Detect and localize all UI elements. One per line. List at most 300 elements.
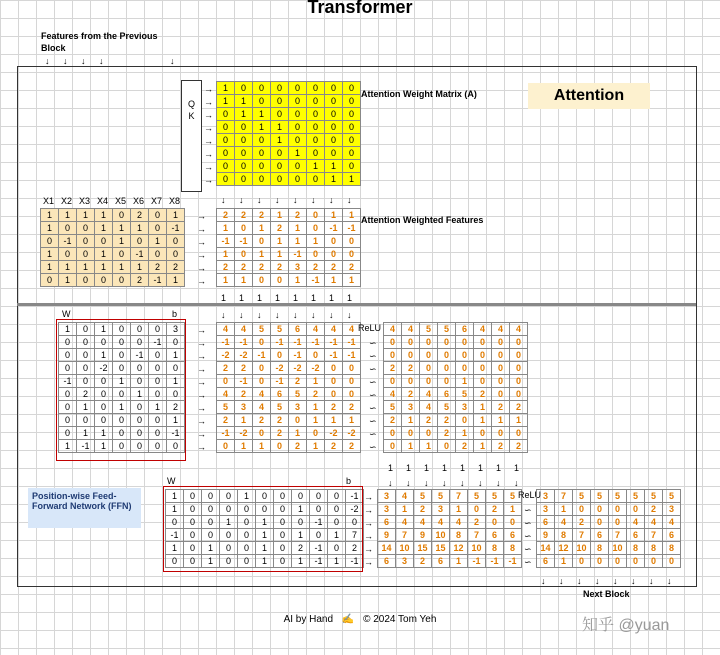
attention-output-cell: 2 — [235, 209, 253, 222]
w1-matrix-cell: 1 — [167, 349, 185, 362]
attention-matrix-cell: 0 — [235, 160, 253, 173]
relu1-matrix-cell: 4 — [402, 323, 420, 336]
w2-matrix-cell: 1 — [238, 490, 256, 503]
h1-matrix-cell: 2 — [253, 414, 271, 427]
attention-output-cell: 2 — [217, 209, 235, 222]
relu1-matrix-cell: 3 — [456, 401, 474, 414]
h2-matrix-cell: 4 — [414, 516, 432, 529]
h2-matrix-cell: 1 — [450, 503, 468, 516]
h1-matrix-cell: 1 — [307, 401, 325, 414]
input-features-cell: 0 — [95, 274, 113, 287]
w1-matrix-cell: 1 — [77, 401, 95, 414]
relu2-matrix-cell: 5 — [591, 490, 609, 503]
w1-matrix-cell: 0 — [113, 336, 131, 349]
relu2-matrix-cell: 6 — [537, 555, 555, 568]
w1-matrix-cell: 0 — [149, 414, 167, 427]
relu1-matrix-cell: 0 — [510, 427, 528, 440]
relu1-matrix-cell: 0 — [384, 440, 402, 453]
attention-matrix-cell: 0 — [271, 108, 289, 121]
input-features-cell: 1 — [41, 209, 59, 222]
h1-matrix-cell: -2 — [217, 349, 235, 362]
h1-matrix-cell: 2 — [307, 388, 325, 401]
relu1-matrix-cell: 1 — [456, 427, 474, 440]
relu1-matrix-cell: 4 — [510, 323, 528, 336]
relu1-matrix-cell: 0 — [402, 375, 420, 388]
w2-matrix-cell: 0 — [256, 490, 274, 503]
down-arrow-icon: ↓ — [221, 195, 226, 205]
h1-matrix-cell: 0 — [289, 414, 307, 427]
input-features-cell: 1 — [131, 261, 149, 274]
w2-matrix-cell: 0 — [184, 490, 202, 503]
attention-matrix-cell: 0 — [343, 147, 361, 160]
attention-matrix-cell: 1 — [271, 134, 289, 147]
attention-matrix-cell: 0 — [253, 173, 271, 186]
w2-matrix-cell: 1 — [292, 529, 310, 542]
attention-output-cell: 1 — [235, 274, 253, 287]
attention-matrix-cell: 1 — [217, 82, 235, 95]
right-arrow-icon: → — [364, 518, 373, 528]
relu2-matrix-cell: 6 — [627, 529, 645, 542]
relu2-matrix-cell: 6 — [591, 529, 609, 542]
prev-features-label: Features from the Previous Block — [41, 31, 158, 53]
bias-one: 1 — [424, 463, 430, 473]
w1-matrix-cell: 0 — [113, 440, 131, 453]
input-features-cell: 1 — [41, 222, 59, 235]
right-arrow-icon: → — [197, 377, 206, 387]
h2-matrix-cell: -1 — [468, 555, 486, 568]
relu1-matrix — [383, 322, 528, 453]
relu2-matrix-cell: 5 — [663, 490, 681, 503]
w2-matrix-cell: 1 — [256, 516, 274, 529]
attention-matrix-cell: 0 — [343, 160, 361, 173]
input-features-cell: 1 — [95, 261, 113, 274]
down-arrow-icon: ↓ — [667, 576, 672, 586]
h2-matrix-cell: 3 — [432, 503, 450, 516]
h1-matrix-cell: -1 — [235, 375, 253, 388]
right-arrow-icon: → — [204, 97, 213, 107]
attention-output-cell: -1 — [343, 222, 361, 235]
h1-matrix-cell: 2 — [289, 440, 307, 453]
x-header: X6 — [133, 196, 145, 206]
w2-matrix-cell: 0 — [184, 529, 202, 542]
k-label: K — [188, 111, 195, 121]
relu1-matrix-cell: 0 — [492, 388, 510, 401]
down-arrow-icon: ↓ — [275, 195, 280, 205]
h2-matrix-cell: 10 — [432, 529, 450, 542]
h2-matrix-cell: 2 — [414, 555, 432, 568]
w1-matrix-cell: -1 — [77, 440, 95, 453]
squiggle-icon: ∽ — [369, 403, 377, 413]
h1-matrix-cell: 4 — [217, 323, 235, 336]
right-arrow-icon: → — [204, 136, 213, 146]
w2-matrix-cell: 0 — [328, 516, 346, 529]
w2-matrix-cell: 0 — [238, 542, 256, 555]
h1-matrix-cell: 1 — [307, 440, 325, 453]
attention-output-cell: 1 — [307, 235, 325, 248]
w2-matrix-cell: 0 — [220, 542, 238, 555]
w2-matrix-cell: 0 — [184, 555, 202, 568]
w2-matrix-cell: 0 — [274, 516, 292, 529]
attention-output-cell: 0 — [235, 248, 253, 261]
relu1-matrix-cell: 0 — [510, 362, 528, 375]
attention-output-cell: 2 — [253, 209, 271, 222]
page-title: Transformer — [307, 0, 413, 17]
relu1-matrix-cell: 2 — [402, 362, 420, 375]
squiggle-icon: ∽ — [524, 531, 532, 541]
attention-output-cell: -1 — [325, 222, 343, 235]
h1-matrix-cell: -1 — [325, 336, 343, 349]
h2-matrix-cell: 9 — [378, 529, 396, 542]
h2-matrix-cell: 12 — [450, 542, 468, 555]
attention-matrix-cell: 0 — [343, 134, 361, 147]
h1-matrix-cell: 1 — [307, 414, 325, 427]
down-arrow-icon: ↓ — [170, 56, 175, 66]
relu1-matrix-cell: 0 — [384, 336, 402, 349]
b-label: b — [172, 309, 178, 319]
w1-matrix-cell: -1 — [149, 336, 167, 349]
w2-matrix-cell: 0 — [310, 503, 328, 516]
relu2-matrix-cell: 8 — [663, 542, 681, 555]
w1-matrix-cell: 1 — [95, 440, 113, 453]
attention-matrix — [216, 81, 361, 186]
right-arrow-icon: → — [204, 84, 213, 94]
w1-matrix-cell: 0 — [95, 401, 113, 414]
attention-matrix-cell: 0 — [235, 121, 253, 134]
w2-matrix-cell: 0 — [328, 490, 346, 503]
relu1-matrix-cell: 2 — [474, 388, 492, 401]
relu1-matrix-cell: 2 — [510, 440, 528, 453]
w2-matrix-cell: 0 — [202, 529, 220, 542]
attention-output-cell: 0 — [307, 209, 325, 222]
attention-matrix-cell: 1 — [343, 173, 361, 186]
bias-one: 1 — [347, 293, 353, 303]
h1-matrix-cell: 0 — [253, 336, 271, 349]
down-arrow-icon: ↓ — [424, 478, 429, 488]
w1-matrix-cell: 0 — [131, 440, 149, 453]
attention-matrix-cell: 0 — [253, 160, 271, 173]
h2-matrix-cell: 1 — [450, 555, 468, 568]
h2-matrix-cell: 10 — [468, 542, 486, 555]
right-arrow-icon: → — [364, 557, 373, 567]
attention-badge: Attention — [528, 83, 650, 109]
h1-matrix-cell: 1 — [307, 375, 325, 388]
squiggle-icon: ∽ — [369, 429, 377, 439]
w1-matrix-cell: 0 — [113, 427, 131, 440]
w2-matrix-cell: 0 — [220, 529, 238, 542]
w1-matrix-cell: 0 — [95, 388, 113, 401]
h1-matrix-cell: 5 — [217, 401, 235, 414]
w1-matrix-cell: 0 — [59, 414, 77, 427]
right-arrow-icon: → — [364, 531, 373, 541]
h2-matrix-cell: 6 — [378, 516, 396, 529]
w2-matrix-cell: 1 — [292, 555, 310, 568]
h2-matrix-cell: 9 — [414, 529, 432, 542]
right-arrow-icon: → — [197, 224, 206, 234]
h1-matrix-cell: 0 — [253, 375, 271, 388]
h1-matrix-cell: 0 — [253, 362, 271, 375]
footer-left: AI by Hand — [283, 614, 334, 625]
h1-matrix-cell: 4 — [253, 388, 271, 401]
attention-matrix-cell: 1 — [289, 147, 307, 160]
h1-matrix-cell: 2 — [325, 401, 343, 414]
attention-output-cell: 2 — [271, 222, 289, 235]
h1-matrix-cell: 2 — [271, 414, 289, 427]
attention-output-cell: 1 — [271, 235, 289, 248]
relu1-matrix-cell: 1 — [402, 414, 420, 427]
relu1-matrix-cell: 0 — [420, 375, 438, 388]
bias-one: 1 — [496, 463, 502, 473]
h1-matrix-cell: 0 — [307, 349, 325, 362]
relu2-matrix-cell: 4 — [645, 516, 663, 529]
input-features-cell: 1 — [113, 235, 131, 248]
w1-matrix-cell: 0 — [77, 349, 95, 362]
signature-icon: ✍ — [341, 614, 355, 625]
w2-matrix-cell: 0 — [220, 503, 238, 516]
h1-matrix-cell: 3 — [235, 401, 253, 414]
down-arrow-icon: ↓ — [559, 576, 564, 586]
relu1-matrix-cell: 4 — [384, 388, 402, 401]
relu1-matrix-cell: 0 — [474, 349, 492, 362]
w2-matrix-cell: 1 — [166, 542, 184, 555]
relu1-matrix-cell: 1 — [474, 414, 492, 427]
relu2-matrix-cell: 0 — [663, 555, 681, 568]
relu2-matrix-cell: 6 — [663, 529, 681, 542]
right-arrow-icon: → — [204, 110, 213, 120]
w2-matrix-cell: -1 — [310, 542, 328, 555]
bias-one: 1 — [239, 293, 245, 303]
h1-matrix-cell: -1 — [271, 375, 289, 388]
relu1-matrix-cell: 0 — [438, 362, 456, 375]
relu1-matrix-cell: 5 — [438, 323, 456, 336]
attention-output-cell: 3 — [289, 261, 307, 274]
w2-matrix-cell: 0 — [274, 490, 292, 503]
relu1-matrix-cell: 0 — [474, 427, 492, 440]
input-features-cell: 1 — [95, 248, 113, 261]
w2-matrix-cell: 0 — [238, 503, 256, 516]
h1-matrix-cell: 6 — [271, 388, 289, 401]
relu2-matrix-cell: 4 — [627, 516, 645, 529]
input-features-cell: 1 — [41, 248, 59, 261]
attention-matrix-cell: 0 — [325, 121, 343, 134]
relu1-matrix-cell: 0 — [420, 349, 438, 362]
attention-matrix-cell: 0 — [307, 82, 325, 95]
w1-matrix-cell: 0 — [149, 362, 167, 375]
w1-matrix-cell: 1 — [95, 427, 113, 440]
attention-output-cell: 0 — [235, 222, 253, 235]
attention-matrix-cell: 0 — [343, 95, 361, 108]
attention-output-cell: 2 — [325, 261, 343, 274]
relu2-matrix-cell: 10 — [609, 542, 627, 555]
h1-matrix-cell: -2 — [307, 362, 325, 375]
w1-matrix-cell: -1 — [59, 375, 77, 388]
relu2-matrix-cell: 0 — [609, 516, 627, 529]
attention-matrix-cell: 0 — [235, 134, 253, 147]
input-features-cell: 2 — [131, 209, 149, 222]
down-arrow-icon: ↓ — [239, 195, 244, 205]
w1-matrix-cell: 0 — [113, 323, 131, 336]
relu1-matrix-cell: 1 — [474, 440, 492, 453]
attention-output-cell: 2 — [307, 261, 325, 274]
down-arrow-icon: ↓ — [514, 478, 519, 488]
w1-matrix-cell: 0 — [77, 336, 95, 349]
h2-matrix-cell: 3 — [378, 503, 396, 516]
down-arrow-icon: ↓ — [347, 310, 352, 320]
attention-matrix-cell: 0 — [289, 134, 307, 147]
h1-matrix-cell: 1 — [325, 414, 343, 427]
right-arrow-icon: → — [197, 351, 206, 361]
h1-matrix-cell: 0 — [271, 349, 289, 362]
relu2-matrix-cell: 0 — [573, 555, 591, 568]
attention-output-cell: 2 — [253, 261, 271, 274]
relu1-matrix-cell: 6 — [438, 388, 456, 401]
x-header: X2 — [61, 196, 73, 206]
b-label: b — [346, 476, 352, 486]
relu2-matrix-cell: 7 — [555, 490, 573, 503]
relu1-matrix-cell: 6 — [456, 323, 474, 336]
attention-weight-label: Attention Weight Matrix (A) — [361, 89, 477, 99]
relu-label: ReLU — [358, 323, 382, 333]
attention-matrix-cell: 0 — [253, 82, 271, 95]
input-features-cell: 0 — [77, 222, 95, 235]
attention-matrix-cell: 0 — [217, 108, 235, 121]
relu2-matrix-cell: 5 — [609, 490, 627, 503]
right-arrow-icon: → — [364, 544, 373, 554]
attention-output-cell: 1 — [289, 274, 307, 287]
relu1-matrix-cell: 0 — [474, 336, 492, 349]
relu2-matrix-cell: 5 — [573, 490, 591, 503]
right-arrow-icon: → — [197, 237, 206, 247]
relu1-matrix-cell: 0 — [510, 336, 528, 349]
w2-matrix-cell: 1 — [256, 529, 274, 542]
relu2-matrix-cell: 1 — [555, 503, 573, 516]
h2-matrix-cell: 14 — [378, 542, 396, 555]
relu1-matrix-cell: 0 — [402, 427, 420, 440]
attention-matrix-cell: 0 — [271, 82, 289, 95]
h2-matrix-cell: 5 — [486, 490, 504, 503]
relu1-matrix-cell: 0 — [420, 362, 438, 375]
relu2-matrix-cell: 10 — [573, 542, 591, 555]
w1-matrix-cell: 2 — [167, 401, 185, 414]
attention-output-cell: -1 — [217, 235, 235, 248]
w1-matrix-cell: 0 — [167, 388, 185, 401]
h2-matrix-cell: 5 — [504, 490, 522, 503]
down-arrow-icon: ↓ — [347, 195, 352, 205]
right-arrow-icon: → — [197, 325, 206, 335]
relu1-matrix-cell: 5 — [438, 401, 456, 414]
input-features-cell: 0 — [59, 222, 77, 235]
w1-matrix-cell: 0 — [113, 388, 131, 401]
h2-matrix-cell: 6 — [432, 555, 450, 568]
attention-matrix-cell: 0 — [271, 95, 289, 108]
attention-output-cell: 1 — [289, 235, 307, 248]
relu2-matrix-cell: 4 — [555, 516, 573, 529]
relu1-matrix-cell: 2 — [438, 414, 456, 427]
w2-matrix-cell: 0 — [202, 516, 220, 529]
attention-output-cell: 1 — [217, 248, 235, 261]
relu1-matrix-cell: 0 — [402, 336, 420, 349]
w1-matrix-cell: 1 — [95, 349, 113, 362]
w2-matrix-cell: 0 — [220, 490, 238, 503]
relu1-matrix-cell: 1 — [456, 375, 474, 388]
relu1-matrix-cell: 0 — [510, 375, 528, 388]
down-arrow-icon: ↓ — [406, 478, 411, 488]
qk-box — [181, 80, 202, 192]
attention-output-cell: 1 — [325, 209, 343, 222]
h2-matrix-cell: 15 — [432, 542, 450, 555]
attention-matrix-cell: 0 — [271, 160, 289, 173]
w1-matrix-cell: 0 — [131, 336, 149, 349]
h2-matrix-cell: 1 — [504, 503, 522, 516]
relu2-matrix-cell: 12 — [555, 542, 573, 555]
attention-output-cell: 0 — [325, 235, 343, 248]
input-features-cell: 0 — [77, 248, 95, 261]
h1-matrix — [216, 322, 361, 453]
w1-matrix-cell: 0 — [113, 362, 131, 375]
relu1-matrix-cell: 5 — [456, 388, 474, 401]
w1-matrix-cell: -1 — [167, 427, 185, 440]
w1-matrix-cell: 0 — [59, 336, 77, 349]
attention-matrix-cell: 0 — [307, 108, 325, 121]
down-arrow-icon: ↓ — [496, 478, 501, 488]
w1-matrix-cell: 0 — [167, 440, 185, 453]
w2-matrix-cell: 0 — [166, 555, 184, 568]
w1-matrix-cell: 0 — [131, 414, 149, 427]
relu1-matrix-cell: 0 — [456, 414, 474, 427]
w1-matrix-cell: 0 — [149, 427, 167, 440]
attention-output-cell: 1 — [343, 274, 361, 287]
relu1-matrix-cell: 2 — [492, 440, 510, 453]
w1-matrix-cell: 0 — [167, 336, 185, 349]
input-features-cell: 1 — [77, 209, 95, 222]
w2-matrix-cell: 1 — [256, 555, 274, 568]
h2-matrix-cell: 7 — [396, 529, 414, 542]
input-features-cell: -1 — [59, 235, 77, 248]
attention-output-cell: 1 — [325, 274, 343, 287]
right-arrow-icon: → — [197, 263, 206, 273]
relu2-matrix-cell: 6 — [537, 516, 555, 529]
w1-matrix-cell: 0 — [149, 440, 167, 453]
w1-matrix-cell: 0 — [131, 427, 149, 440]
h2-matrix-cell: 6 — [378, 555, 396, 568]
input-features-cell: 0 — [149, 209, 167, 222]
h1-matrix-cell: -1 — [235, 336, 253, 349]
w1-matrix-cell: 0 — [59, 362, 77, 375]
w2-matrix-cell: 0 — [292, 490, 310, 503]
down-arrow-icon: ↓ — [649, 576, 654, 586]
attention-matrix-cell: 0 — [325, 82, 343, 95]
h2-matrix-cell: 0 — [504, 516, 522, 529]
input-features-cell: 2 — [149, 261, 167, 274]
down-arrow-icon: ↓ — [311, 310, 316, 320]
w1-matrix-cell: 1 — [167, 375, 185, 388]
relu2-matrix-cell: 0 — [627, 503, 645, 516]
relu1-matrix-cell: 0 — [492, 349, 510, 362]
relu2-matrix-cell: 2 — [573, 516, 591, 529]
attention-matrix-cell: 0 — [289, 173, 307, 186]
attention-output-cell: -1 — [289, 248, 307, 261]
w2-matrix-cell: 1 — [220, 516, 238, 529]
watermark: 知乎 @yuan — [582, 617, 670, 634]
right-arrow-icon: → — [197, 416, 206, 426]
w2-matrix-cell: 1 — [292, 503, 310, 516]
attention-matrix-cell: 0 — [289, 121, 307, 134]
attention-matrix-cell: 0 — [325, 134, 343, 147]
h2-matrix-cell: 10 — [396, 542, 414, 555]
w1-matrix-cell: 0 — [95, 336, 113, 349]
relu1-matrix-cell: 0 — [420, 427, 438, 440]
w1-matrix-cell: 0 — [59, 427, 77, 440]
attention-matrix-cell: 0 — [217, 147, 235, 160]
